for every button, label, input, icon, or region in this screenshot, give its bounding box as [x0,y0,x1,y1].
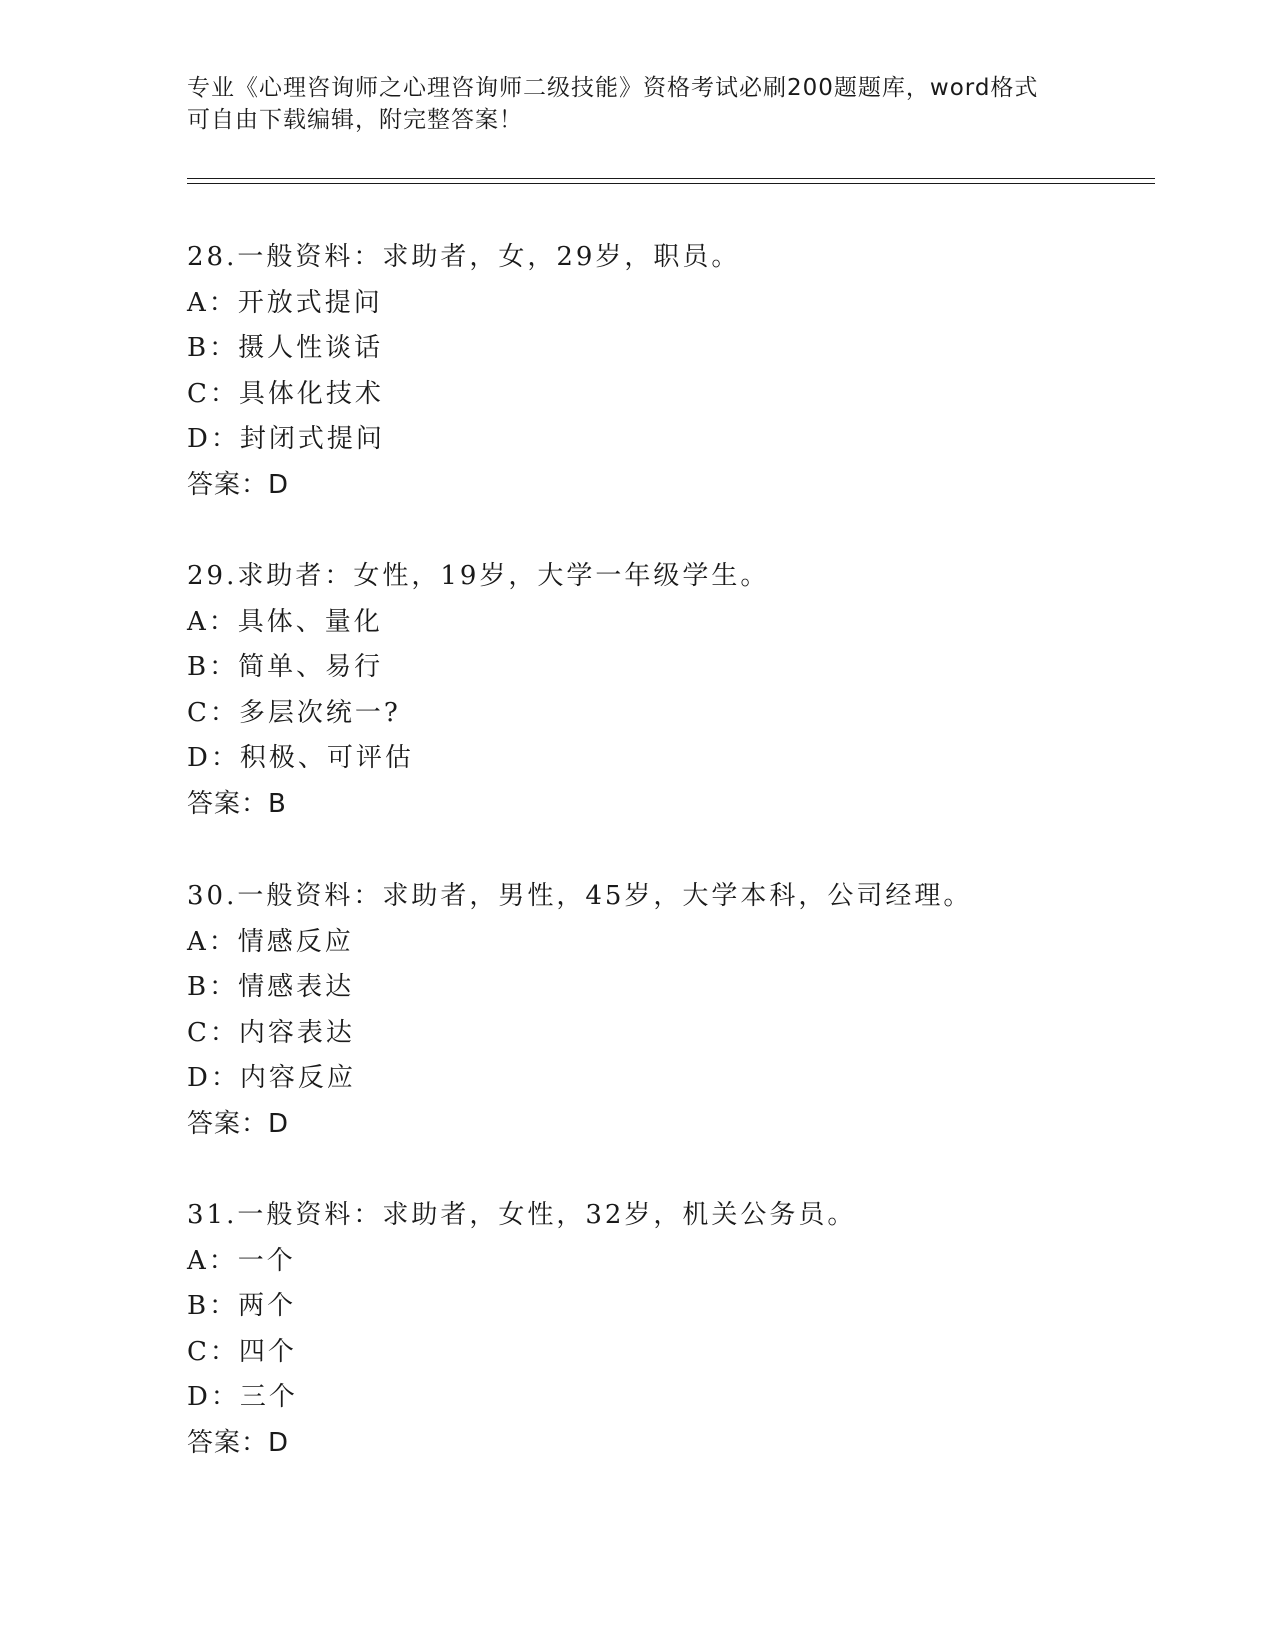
option-c: C：内容表达 [187,1017,355,1048]
header-divider-bottom [187,183,1155,184]
question-stem: 31.一般资料：求助者，女性，32岁，机关公务员。 [187,1200,857,1230]
option-d: D：三个 [187,1382,298,1412]
question-29 [187,561,1155,834]
option-b: B：两个 [187,1291,297,1321]
question-30 [187,881,1155,1154]
header-line-1: 专业《心理咨询师之心理咨询师二级技能》资格考试必刷200题题库，word格式 [187,75,1039,101]
option-d: D：封闭式提问 [187,424,385,454]
option-b: B：简单、易行 [187,652,384,682]
option-d: D：内容反应 [187,1063,356,1093]
option-c: C：四个 [187,1336,297,1367]
question-stem: 29.求助者：女性，19岁，大学一年级学生。 [187,561,770,591]
header-line-2: 可自由下载编辑，附完整答案！ [187,107,523,133]
option-c: C：具体化技术 [187,378,384,409]
answer: 答案：D [187,469,290,500]
option-d: D：积极、可评估 [187,743,414,773]
header-divider-top [187,178,1155,179]
answer: 答案：B [187,788,287,819]
question-28 [187,242,1155,515]
document-header [187,72,1087,136]
answer: 答案：D [187,1108,290,1139]
question-31 [187,1200,1155,1473]
question-stem: 28.一般资料：求助者，女，29岁，职员。 [187,242,741,272]
option-a: A：开放式提问 [187,287,383,318]
option-b: B：摄人性谈话 [187,333,384,363]
option-a: A：具体、量化 [187,606,383,637]
option-b: B：情感表达 [187,972,355,1002]
option-a: A：情感反应 [187,926,354,957]
answer: 答案：D [187,1427,290,1458]
option-a: A：一个 [187,1245,296,1276]
question-stem: 30.一般资料：求助者，男性，45岁，大学本科，公司经理。 [187,881,973,911]
option-c: C：多层次统一? [187,697,401,728]
